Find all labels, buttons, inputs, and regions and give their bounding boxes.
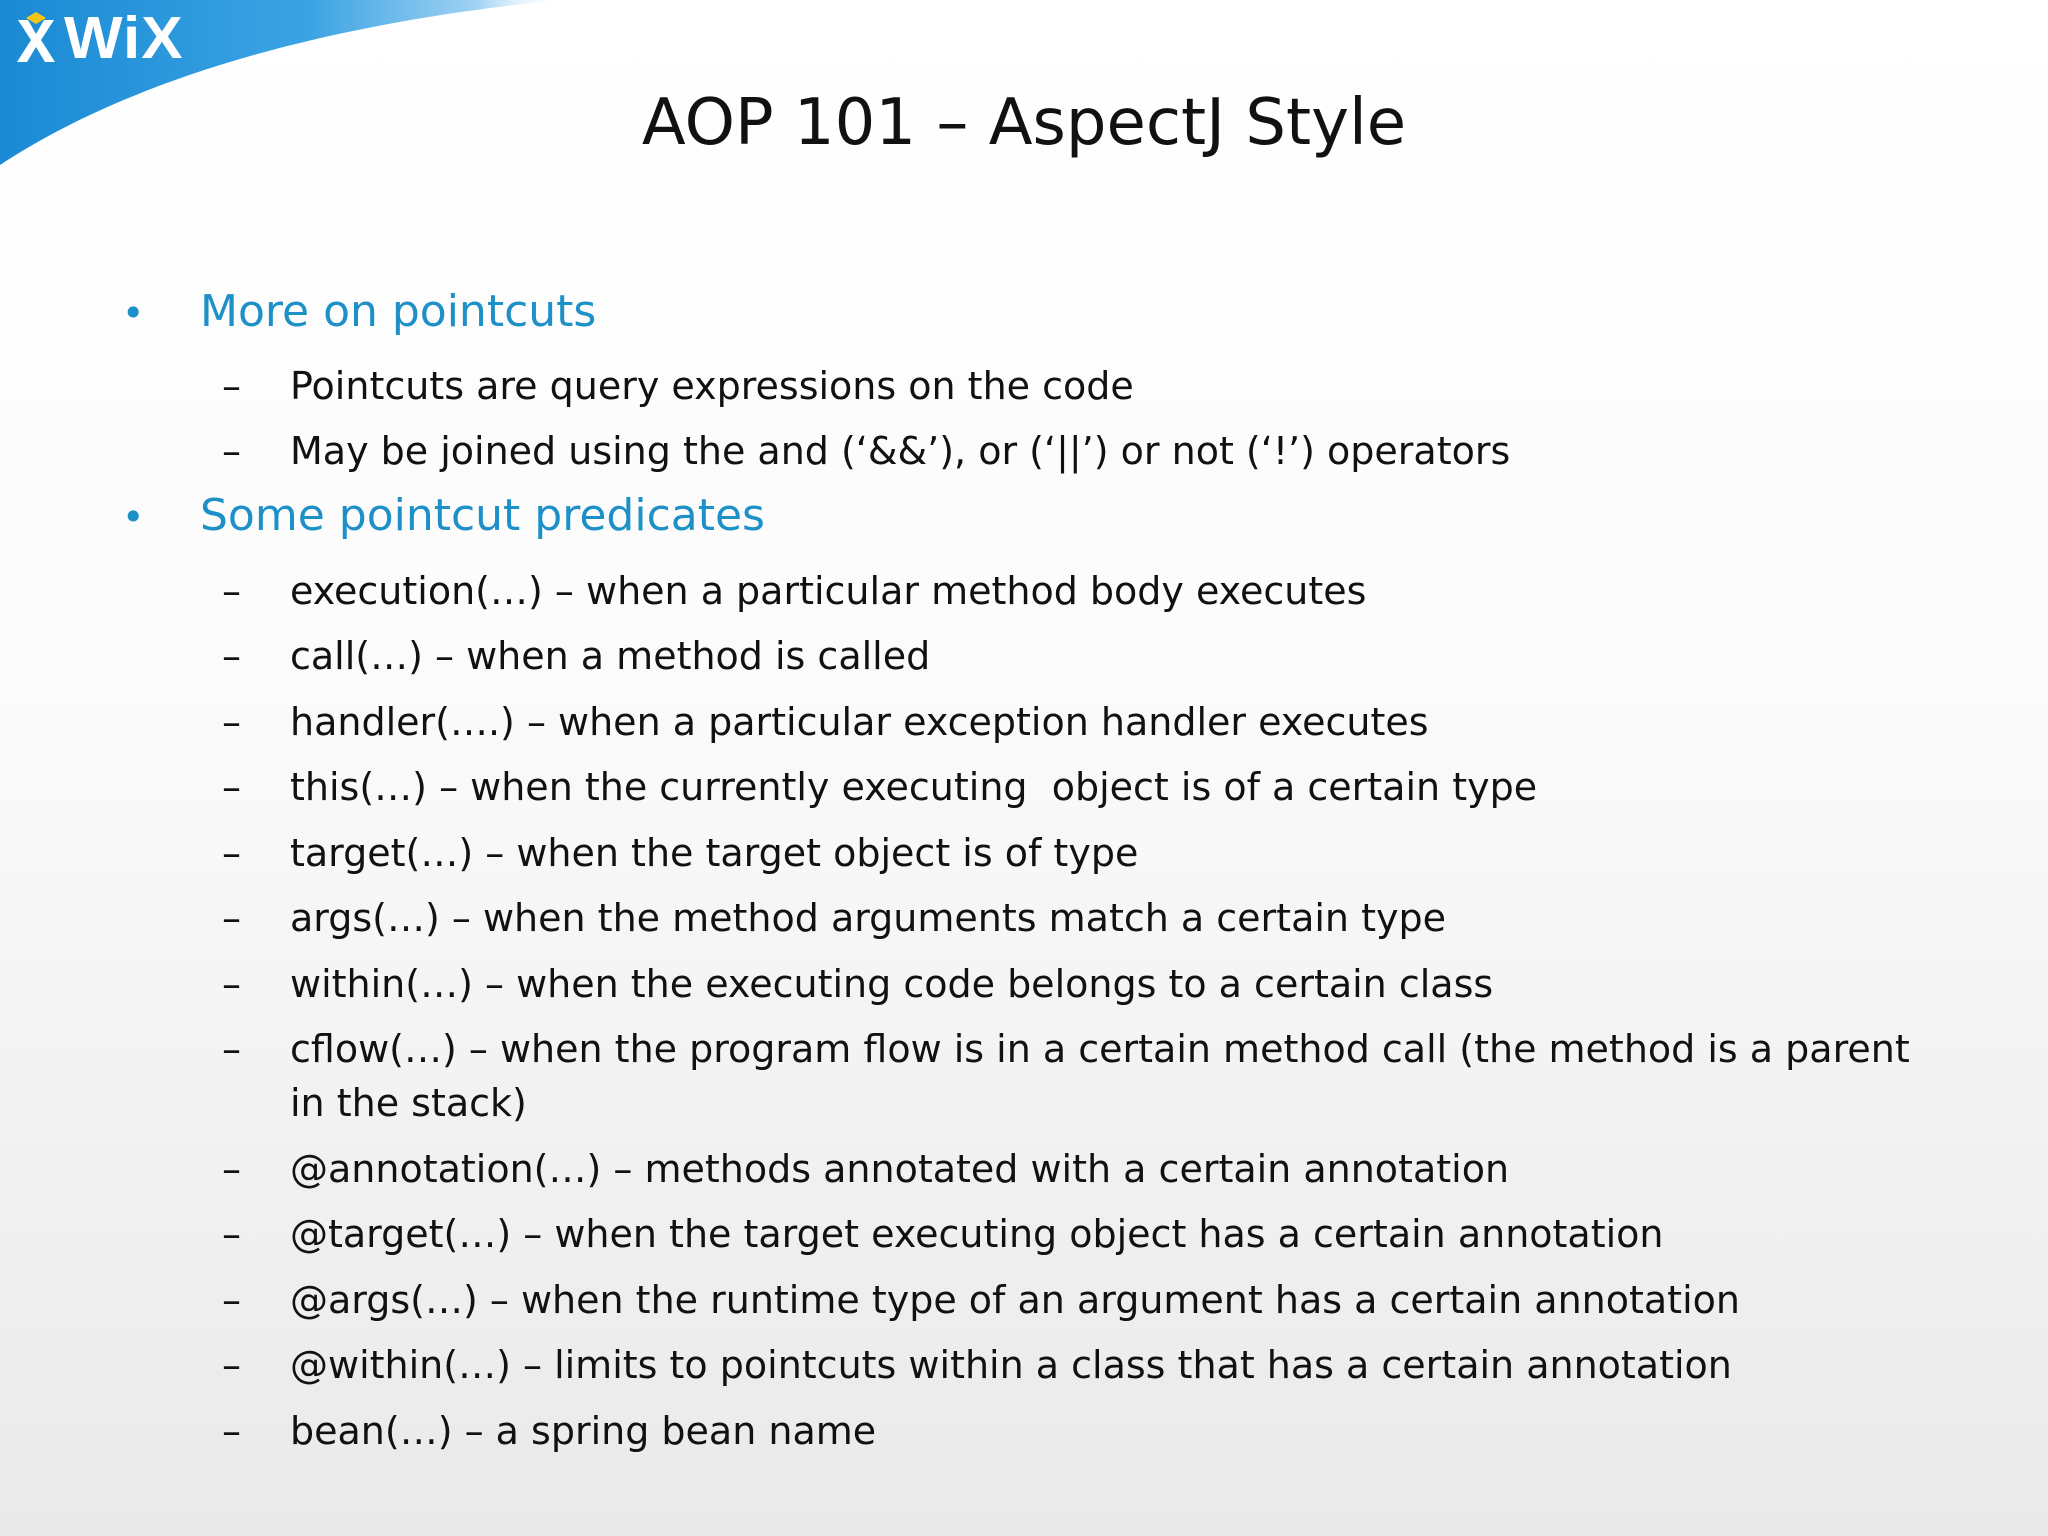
list-item (222, 1273, 1950, 1327)
dash-icon: – (222, 364, 241, 408)
list-item (222, 760, 1950, 814)
section-heading-text: More on pointcuts (200, 286, 597, 337)
list-item (222, 891, 1950, 945)
list-item-text: @args(…) – when the runtime type of an argument has a certain annotation (290, 1278, 1740, 1322)
wix-x-logo-icon (12, 12, 60, 66)
slide-title: AOP 101 – AspectJ Style (641, 86, 1407, 160)
dash-icon: – (222, 700, 241, 744)
list-item (222, 695, 1950, 749)
dash-icon: – (222, 1212, 241, 1256)
list-item (222, 424, 1950, 478)
list-item-text: within(…) – when the executing code belongs to a certain class (290, 962, 1494, 1006)
dash-icon: – (222, 1343, 241, 1387)
list-item (222, 1207, 1950, 1261)
list-item-text: this(…) – when the currently executing object is of a certain type (290, 765, 1538, 809)
list-item-text: @within(…) – limits to pointcuts within a class that has a certain annotation (290, 1343, 1732, 1387)
list-item (222, 957, 1950, 1011)
list-item (222, 1404, 1950, 1458)
list-item-text: bean(…) – a spring bean name (290, 1409, 877, 1453)
list-item-text: @annotation(…) – methods annotated with a certain annotation (290, 1147, 1510, 1191)
bullet-icon: • (122, 291, 145, 335)
list-item-text: May be joined using the and (‘&&’), or (‘||’) or not (‘!’) operators (290, 429, 1511, 473)
list-item (222, 1142, 1950, 1196)
list-item-text: args(…) – when the method arguments match a certain type (290, 896, 1446, 940)
list-item-text: handler(….) – when a particular exception handler executes (290, 700, 1429, 744)
section-heading (122, 490, 765, 541)
list-item (222, 629, 1950, 683)
list-item-text: target(…) – when the target object is of type (290, 831, 1139, 875)
list-item (222, 1338, 1950, 1392)
dash-icon: – (222, 429, 241, 473)
dash-icon: – (222, 831, 241, 875)
list-item (222, 359, 1950, 413)
list-item-text: Pointcuts are query expressions on the code (290, 364, 1134, 408)
dash-icon: – (222, 896, 241, 940)
dash-icon: – (222, 1278, 241, 1322)
list-item (222, 1022, 1950, 1130)
list-item (222, 564, 1950, 618)
wix-logo (12, 5, 184, 72)
dash-icon: – (222, 634, 241, 678)
dash-icon: – (222, 765, 241, 809)
dash-icon: – (222, 962, 241, 1006)
section-heading (122, 286, 596, 337)
list-item (222, 826, 1950, 880)
list-item-text: cflow(…) – when the program flow is in a certain method call (the method is a parent in the stack) (290, 1027, 1922, 1125)
list-item-text: execution(…) – when a particular method body executes (290, 569, 1367, 613)
section-heading-text: Some pointcut predicates (200, 490, 765, 541)
dash-icon: – (222, 1409, 241, 1453)
wix-logo-text: WiX (64, 5, 184, 72)
bullet-icon: • (122, 495, 145, 539)
dash-icon: – (222, 1027, 241, 1071)
dash-icon: – (222, 569, 241, 613)
list-item-text: @target(…) – when the target executing object has a certain annotation (290, 1212, 1664, 1256)
list-item-text: call(…) – when a method is called (290, 634, 931, 678)
dash-icon: – (222, 1147, 241, 1191)
